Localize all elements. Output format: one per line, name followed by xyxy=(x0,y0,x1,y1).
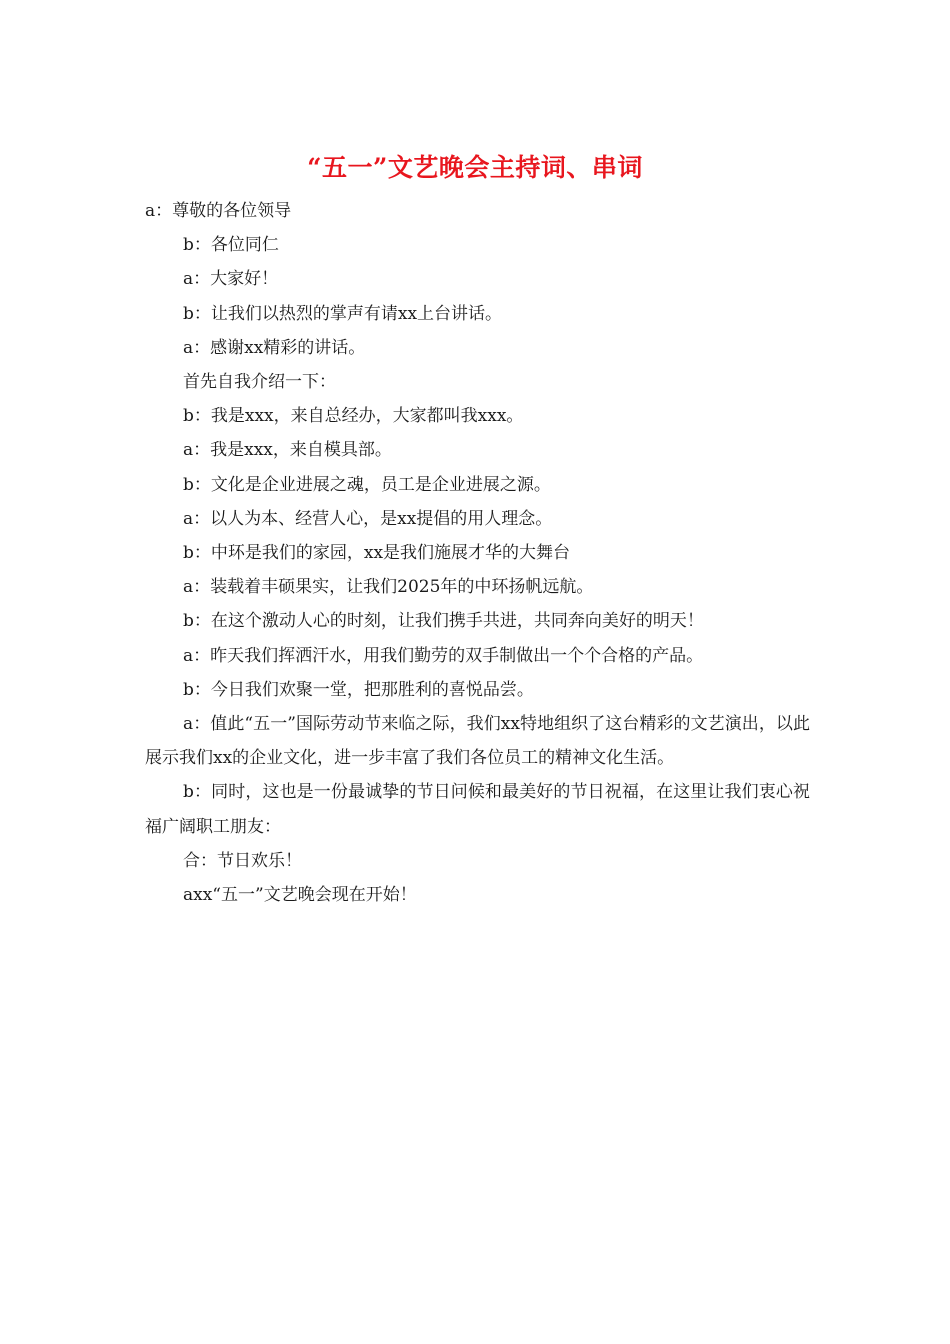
dialogue-line: b：各位同仁 xyxy=(183,235,279,256)
document-body xyxy=(145,194,810,912)
dialogue-line: b：我是xxx，来自总经办，大家都叫我xxx。 xyxy=(183,406,524,427)
dialogue-line: b：文化是企业进展之魂，员工是企业进展之源。 xyxy=(183,474,551,495)
opening-line: a：尊敬的各位领导 xyxy=(145,201,292,221)
dialogue-line: b：今日我们欢聚一堂，把那胜利的喜悦品尝。 xyxy=(183,679,534,700)
closing-line: 合：节日欢乐！ xyxy=(183,850,302,871)
dialogue-line: b：在这个激动人心的时刻，让我们携手共进，共同奔向美好的明天！ xyxy=(183,611,704,632)
dialogue-line: a：以人为本、经营人心，是xx提倡的用人理念。 xyxy=(183,508,553,529)
dialogue-line: b：中环是我们的家园，xx是我们施展才华的大舞台 xyxy=(183,543,571,564)
closing-line: axx“五一”文艺晚会现在开始！ xyxy=(183,885,417,906)
paragraph-holiday-intro: a：值此“五一”国际劳动节来临之际，我们xx特地组织了这台精彩的文艺演出，以此展示我们xx的企业文化，进一步丰富了我们各位员工的精神文化生活。 xyxy=(145,714,810,769)
dialogue-line: 首先自我介绍一下： xyxy=(183,372,336,393)
dialogue-line: a：感谢xx精彩的讲话。 xyxy=(183,337,366,358)
document-title: “五一”文艺晚会主持词、串词 xyxy=(307,153,643,182)
dialogue-line: b：让我们以热烈的掌声有请xx上台讲话。 xyxy=(183,303,503,324)
dialogue-line: a：装载着丰硕果实，让我们2025年的中环扬帆远航。 xyxy=(183,577,594,598)
dialogue-line: a：昨天我们挥洒汗水，用我们勤劳的双手制做出一个个合格的产品。 xyxy=(183,645,704,666)
dialogue-line: a：我是xxx，来自模具部。 xyxy=(183,440,392,461)
paragraph-holiday-greeting: b：同时，这也是一份最诚挚的节日问候和最美好的节日祝福，在这里让我们衷心祝福广阔职工朋友： xyxy=(145,782,810,837)
dialogue-line: a：大家好！ xyxy=(183,269,279,290)
